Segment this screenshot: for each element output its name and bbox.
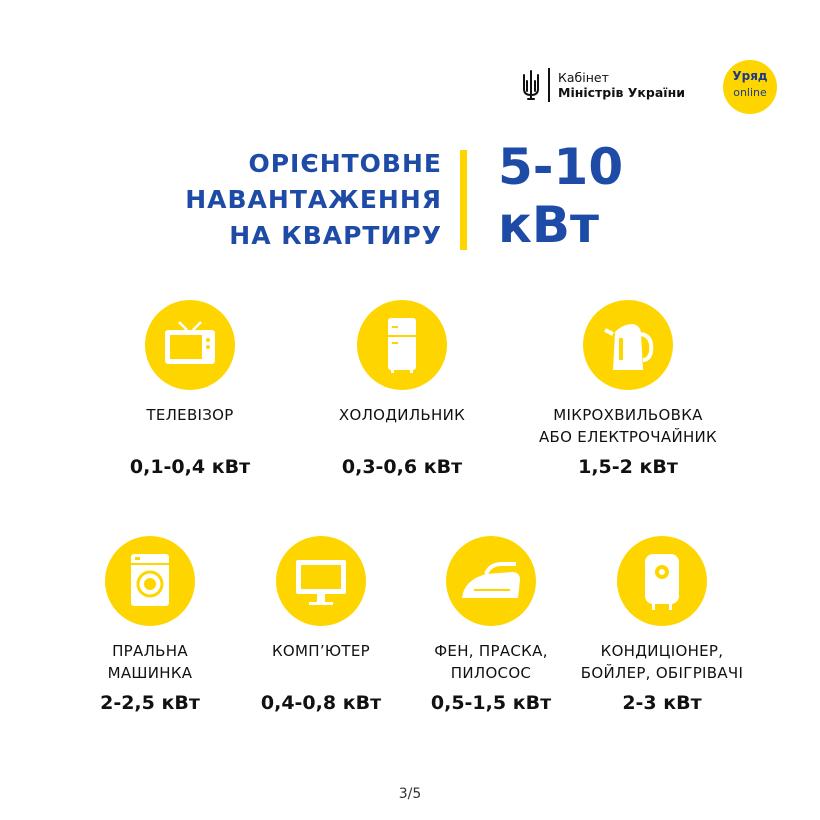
appliance-value-computer: 0,4-0,8 кВт: [260, 692, 382, 714]
appliance-label-tv: [90, 404, 290, 426]
badge-line-1: Уряд: [732, 69, 768, 83]
brand-line-1: Кабінет: [558, 70, 609, 85]
label-line: КОНДИЦІОНЕР,: [600, 642, 724, 660]
headline-divider: [460, 150, 467, 250]
appliance-value-tv: 0,1-0,4 кВт: [129, 456, 251, 478]
appliance-label-fridge: [302, 404, 502, 426]
label-line: ПИЛОСОС: [450, 664, 532, 682]
computer-icon: [276, 536, 366, 626]
iron-icon: [446, 536, 536, 626]
appliance-value-iron: 0,5-1,5 кВт: [430, 692, 552, 714]
appliance-value-washer: 2-2,5 кВт: [100, 692, 200, 714]
label-line: ФЕН, ПРАСКА,: [434, 642, 548, 660]
tv-icon: [145, 300, 235, 390]
label-line: АБО ЕЛЕКТРОЧАЙНИК: [538, 428, 718, 446]
headline-value-range: 5-10: [498, 138, 624, 196]
headline-value-unit: кВт: [498, 196, 600, 254]
brand-line-2: Міністрів України: [558, 85, 685, 100]
brand-block: [520, 68, 685, 102]
uryad-online-badge: [723, 60, 777, 114]
headline: [185, 146, 442, 254]
label-line: МІКРОХВИЛЬОВКА: [553, 406, 703, 424]
washing-machine-icon: [105, 536, 195, 626]
label-line: ХОЛОДИЛЬНИК: [338, 406, 466, 424]
headline-line-3: НА КВАРТИРУ: [229, 221, 442, 250]
badge-line-2: online: [733, 86, 767, 99]
label-line: МАШИНКА: [107, 664, 193, 682]
appliance-label-boiler: [552, 640, 772, 684]
label-line: БОЙЛЕР, ОБІГРІВАЧІ: [580, 664, 744, 682]
trident-icon: [520, 69, 542, 101]
headline-line-1: ОРІЄНТОВНЕ: [248, 149, 442, 178]
label-line: КОМП’ЮТЕР: [271, 642, 371, 660]
label-line: ТЕЛЕВІЗОР: [146, 406, 234, 424]
appliance-label-washer: [50, 640, 250, 684]
kettle-icon: [583, 300, 673, 390]
appliance-value-boiler: 2-3 кВт: [622, 692, 702, 714]
appliance-value-fridge: 0,3-0,6 кВт: [341, 456, 463, 478]
brand-separator: [548, 68, 550, 102]
appliance-value-kettle: 1,5-2 кВт: [578, 456, 678, 478]
page-number: 3/5: [398, 786, 422, 802]
label-line: ПРАЛЬНА: [112, 642, 188, 660]
headline-value: [498, 138, 623, 254]
boiler-icon: [617, 536, 707, 626]
fridge-icon: [357, 300, 447, 390]
brand-name: [558, 70, 685, 100]
headline-line-2: НАВАНТАЖЕННЯ: [185, 185, 442, 214]
appliance-label-kettle: [518, 404, 738, 448]
